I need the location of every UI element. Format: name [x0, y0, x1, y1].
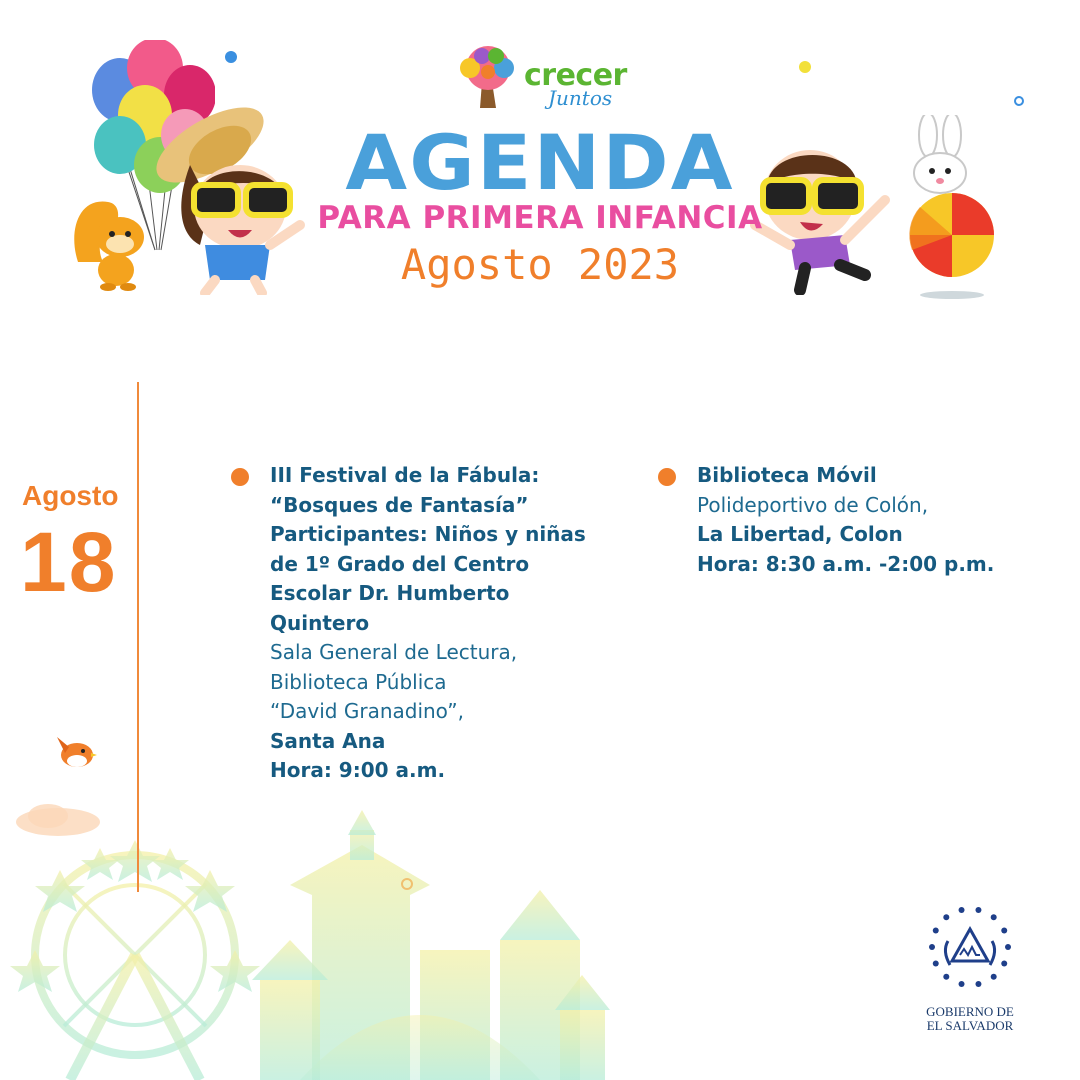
decor-dot [225, 51, 237, 63]
government-label [916, 1005, 1024, 1033]
page-month: Agosto 2023 [400, 240, 680, 289]
logo-text-crecer: crecer [524, 58, 627, 93]
event-bullet [231, 468, 249, 486]
event-line: de 1º Grado del Centro [270, 551, 530, 576]
event-line: Sala General de Lectura, [270, 640, 518, 664]
seal-star [959, 981, 965, 987]
event-bullet [658, 468, 676, 486]
seal-star [933, 928, 939, 934]
event-1 [270, 461, 586, 786]
government-label-line1: GOBIERNO DE [926, 1004, 1014, 1019]
decor-dot [1014, 96, 1024, 106]
event-line: Santa Ana [270, 728, 386, 753]
event-line: Participantes: Niños y niñas [270, 522, 586, 546]
page-subtitle: PARA PRIMERA INFANCIA [317, 200, 763, 236]
seal-star [959, 907, 965, 913]
decor-dot [799, 61, 811, 73]
event-line: Biblioteca Móvil [697, 463, 877, 487]
event-line: La Libertad, Colon [697, 522, 903, 546]
fair-background [0, 800, 1080, 1080]
government-label-line2: EL SALVADOR [926, 1018, 1014, 1033]
seal-star [929, 944, 935, 950]
event-line: Hora: 9:00 a.m. [270, 758, 446, 782]
seal-star [943, 974, 949, 980]
tree-logo-icon [452, 44, 524, 110]
event-line: Hora: 8:30 a.m. -2:00 p.m. [697, 551, 995, 576]
event-line: “David Granadino”, [270, 699, 464, 723]
cloud-icon [16, 804, 100, 836]
seal-star [991, 974, 997, 980]
event-2 [697, 461, 994, 579]
seal-star [933, 960, 939, 966]
seal-star [975, 981, 981, 987]
logo-text-juntos: Juntos [548, 86, 613, 110]
event-line: Biblioteca Pública [270, 669, 447, 694]
event-line: Polideportivo de Colón, [697, 492, 929, 517]
seal-star [1001, 928, 1007, 934]
seal-star [943, 914, 949, 920]
government-seal-icon [928, 905, 1012, 989]
bird-icon [55, 733, 97, 771]
event-line: Escolar Dr. Humberto [270, 581, 510, 605]
divider-line [137, 382, 139, 892]
castle-icon [252, 810, 610, 1080]
seal-star [1001, 960, 1007, 966]
date-month: Agosto [22, 480, 119, 511]
event-line: “Bosques de Fantasía” [270, 492, 529, 517]
event-line: III Festival de la Fábula: [270, 463, 540, 487]
page-title: AGENDA [345, 118, 735, 207]
seal-star [975, 907, 981, 913]
seal-star [991, 914, 997, 920]
seal-star [1005, 944, 1011, 950]
date-day: 18 [20, 515, 118, 609]
event-line: Quintero [270, 610, 370, 635]
